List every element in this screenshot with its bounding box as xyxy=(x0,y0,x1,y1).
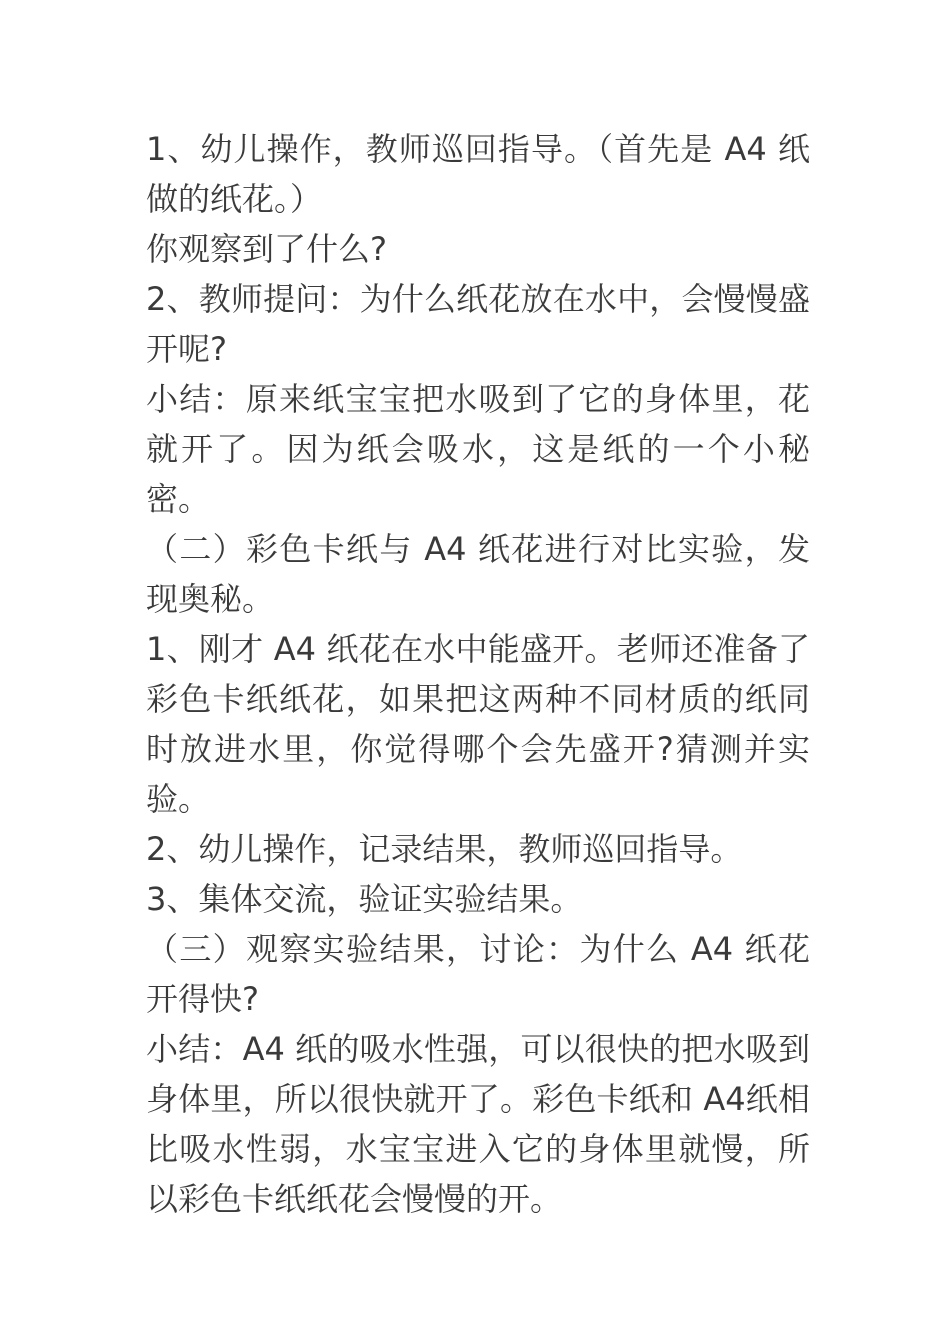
paragraph-section-2-step-2: 2、幼儿操作，记录结果，教师巡回指导。 xyxy=(146,830,743,868)
paragraph-question-observe: 你观察到了什么? xyxy=(146,230,387,268)
document-body xyxy=(146,124,810,1224)
paragraph-section-2-heading: （二）彩色卡纸与 A4 纸花进行对比实验，发现奥秘。 xyxy=(146,530,810,618)
paragraph-summary-1: 小结：原来纸宝宝把水吸到了它的身体里，花就开了。因为纸会吸水，这是纸的一个小秘密。 xyxy=(146,380,810,518)
paragraph-section-2-step-3: 3、集体交流，验证实验结果。 xyxy=(146,880,583,918)
paragraph-step-1-operation: 1、幼儿操作，教师巡回指导。（首先是 A4 纸做的纸花。） xyxy=(146,130,810,218)
paragraph-section-2-step-1: 1、刚才 A4 纸花在水中能盛开。老师还准备了彩色卡纸纸花，如果把这两种不同材质的纸同时放进水里，你觉得哪个会先盛开?猜测并实验。 xyxy=(146,630,810,818)
paragraph-summary-2: 小结：A4 纸的吸水性强，可以很快的把水吸到身体里，所以很快就开了。彩色卡纸和 A4纸相比吸水性弱，水宝宝进入它的身体里就慢，所以彩色卡纸纸花会慢慢的开。 xyxy=(146,1030,810,1218)
paragraph-step-2-question: 2、教师提问：为什么纸花放在水中，会慢慢盛开呢? xyxy=(146,280,810,368)
paragraph-section-3-heading: （三）观察实验结果，讨论：为什么 A4 纸花开得快? xyxy=(146,930,810,1018)
